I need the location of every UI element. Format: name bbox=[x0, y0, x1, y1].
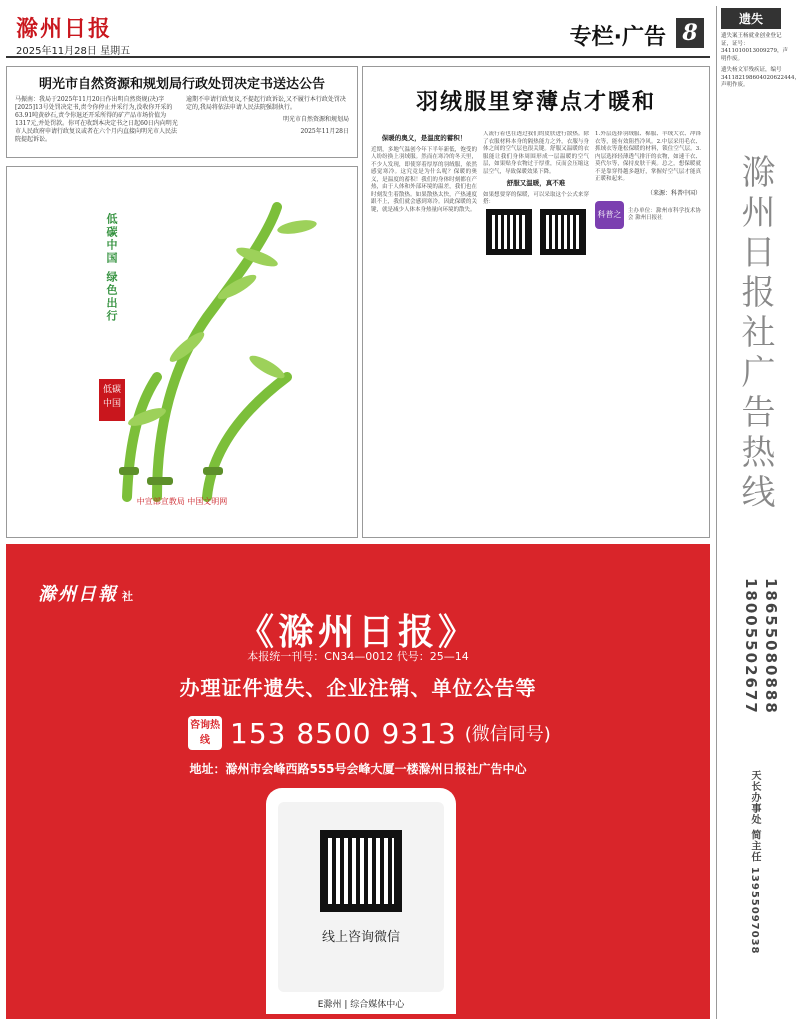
kepu-badge: 科普之窗 bbox=[595, 201, 624, 229]
article-text-2-tail: 如果想要穿的保暖，可以采取这个公式来穿搭： bbox=[483, 191, 589, 205]
article-column-2 bbox=[483, 131, 589, 529]
qr-caption: 线上咨询微信 bbox=[321, 930, 400, 945]
poster-credits: 中宣部宣教局 中国文明网 bbox=[136, 497, 228, 506]
article-source: （来源：科普中国） bbox=[646, 189, 701, 197]
hotline-number[interactable]: 153 8500 9313 bbox=[230, 716, 457, 750]
ad-hotline-title: 滁州日报社广告热线 bbox=[735, 154, 775, 514]
ad-hotline-numbers bbox=[741, 578, 781, 715]
lost-notice-tag: 遗失 bbox=[721, 8, 781, 29]
notice-body-left: 马振南：我局于2025年11月20日作出明自然资规(决)字[2025]13号处罚决定书,责令你停止并采行为,没收你开采的63.91吨黄砂石,责令你退还开采所得的矿产品市场价值为1317元,并处罚款。你可在收到本决定书之日起60日内向明光市人民政府申请行政复议或者在六个月内直接向明光市人民法院提起诉讼。 bbox=[15, 96, 178, 143]
penalty-notice bbox=[6, 66, 358, 158]
notice-title: 明光市自然资源和规划局行政处罚决定书送达公告 bbox=[38, 77, 325, 92]
masthead bbox=[6, 6, 710, 58]
article-sponsor: 主办单位：滁州市科学技术协会 滁州日报社 bbox=[627, 208, 701, 221]
page-number: 8 bbox=[676, 18, 704, 48]
lost-notice-item: 遗失杨文军残疾证，编号341182198604020622444，声明作废。 bbox=[721, 67, 800, 88]
qr-code-icon[interactable] bbox=[320, 830, 402, 912]
bamboo-illustration bbox=[7, 167, 359, 539]
article-text-3: 1.外层选择羽绒服、棉服、羊绒大衣、冲锋衣等，能有效阻挡冷风。2.中层采用毛衣、抓绒衣等蓬松保暖的材料，锁住空气层。3.内层选择轻薄透气排汗的衣物，如速干衣、莫代尔等，保持皮肤干爽。总之，想保暖就不是靠穿得越多越好，掌握好空气层才能真正暖和起来。 bbox=[595, 131, 701, 182]
notice-body-right: 逾期不申请行政复议,不提起行政诉讼,又不履行本行政处罚决定的,我局将依法申请人民法院强制执行。 bbox=[186, 96, 346, 111]
poster-slogan: 低碳中国 绿色出行 bbox=[105, 213, 118, 323]
phone-frame bbox=[266, 788, 456, 1014]
qr-code-icon[interactable] bbox=[486, 209, 532, 255]
media-center-footer: E滁州 | 综合媒体中心 bbox=[317, 1000, 405, 1010]
ad-address: 地址：滁州市会峰西路555号会峰大厦一楼滁州日报社广告中心 bbox=[189, 762, 527, 776]
hotline-phone-1[interactable]: 18655080888 bbox=[762, 578, 780, 715]
article-subheading-1: 保暖的奥义，是温度的蓄积！ bbox=[381, 134, 467, 142]
article-text-1: 近期，多地气温创今年下半年新低，饱受的人纷纷换上羽绒服。然而在寒冷的冬天里，不少人发现，即使穿着厚厚的羽绒服，依然感觉寒冷。这究竟是为什么呢？保暖的奥义，是温度的蓄积！我们的身体时刻都在产热，由于人体和外部环境的温差，我们也在时刻发生着散热。如果散热太快，产热速度跟不上，我们就会感到寒冷。因此保暖的关键，就是减少人体本身热量向环境的散失。 bbox=[371, 146, 477, 213]
article-column-1 bbox=[371, 131, 477, 529]
newspaper-ad bbox=[6, 544, 710, 1019]
science-article bbox=[362, 66, 710, 538]
ad-logo-text: 滁州日報 bbox=[38, 584, 118, 605]
tianchang-office-contact: 天长办事处 简主任 13955097038 bbox=[749, 770, 760, 955]
lost-notice-item: 遗失案王杨就业创业登记证，证号：3411010013009279，声明作废。 bbox=[721, 33, 788, 62]
hotline-phone-2[interactable]: 18005502677 bbox=[742, 578, 760, 715]
issue-date: 2025年11月28日 星期五 bbox=[16, 46, 131, 57]
notice-sign-date: 2025年11月28日 bbox=[300, 128, 349, 135]
section-title: 专栏·广告 bbox=[569, 25, 666, 50]
low-carbon-poster bbox=[6, 166, 358, 538]
ad-hotline bbox=[188, 716, 551, 750]
classified-sidebar bbox=[716, 6, 800, 1019]
ad-services: 办理证件遗失、企业注销、单位公告等 bbox=[179, 676, 537, 700]
article-column-3 bbox=[595, 131, 701, 529]
ad-issn: 本报统一刊号：CN34—0012 代号：25—14 bbox=[247, 650, 469, 663]
poster-seal: 低碳中国 bbox=[99, 379, 125, 421]
article-title: 羽绒服里穿薄点才暖和 bbox=[415, 89, 656, 115]
hotline-note: (微信同号) bbox=[464, 724, 551, 745]
hotline-label: 咨询热线 bbox=[188, 716, 222, 750]
article-text-2: 人流行着也在透过我们的皮肤进行散热。除了衣服材料本身的隔热能力之外，衣服与身体之间的空气层也很关键。舒服又温暖的衣服能让我们身体周围形成一层温暖的空气层，如果贴身衣物过于厚重，反而会压缩这层空气，导致保暖效果下降。 bbox=[483, 131, 589, 175]
article-subheading-2: 舒服又温暖，真不难 bbox=[506, 179, 566, 187]
qr-code-icon[interactable] bbox=[540, 209, 586, 255]
ad-title: 《滁州日报》 bbox=[237, 611, 478, 653]
ad-logo-suffix: 社 bbox=[122, 590, 135, 603]
newspaper-logo: 滁州日报 bbox=[16, 16, 113, 42]
phone-screen bbox=[278, 802, 444, 992]
notice-signature: 明光市自然资源和规划局 bbox=[282, 116, 349, 123]
ad-logo bbox=[38, 580, 135, 606]
